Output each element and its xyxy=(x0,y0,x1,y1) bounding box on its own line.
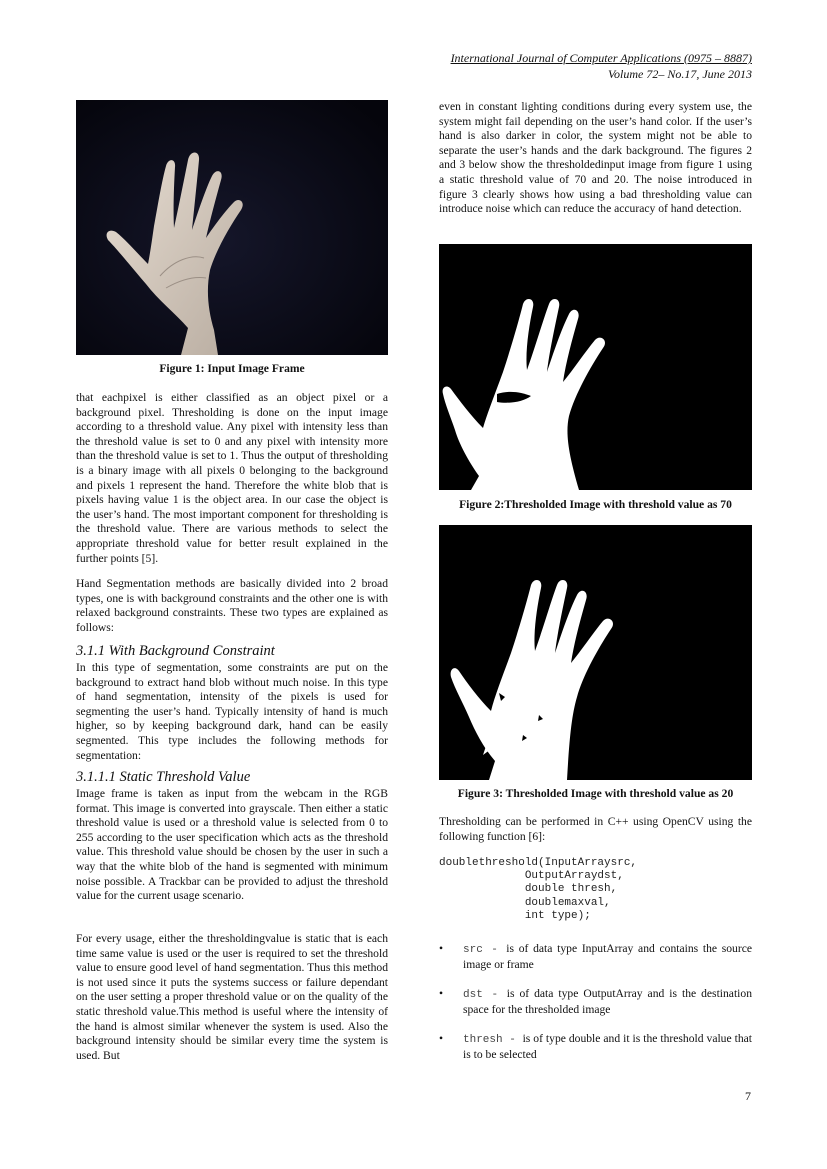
bullet-src xyxy=(439,942,752,972)
right-paragraph-1: even in constant lighting conditions during every system use, the system might fail depending on the user’s hand color. If the user’s hand is also darker in color, the system might not be able to separate the user’s hands and the dark background. The figures 2 and 3 below show the thresholdedinput image from figure 1 using a static threshold value of 70 and 20. The noise introduced in figure 3 clearly shows how using a bad thresholding value can introduce noise which can reduce the accuracy of hand detection. xyxy=(439,100,752,216)
bullet-term: thresh - xyxy=(463,1034,523,1046)
section-heading-3-1-1-1: 3.1.1.1 Static Threshold Value xyxy=(76,769,251,785)
bullet-thresh xyxy=(439,1032,752,1062)
bullet-term: dst - xyxy=(463,989,507,1001)
bullet-text: is of data type InputArray and contains the source image or frame xyxy=(463,942,753,971)
volume-info: Volume 72– No.17, June 2013 xyxy=(608,67,752,81)
figure-1-caption: Figure 1: Input Image Frame xyxy=(159,362,305,375)
left-paragraph-2: Hand Segmentation methods are basically divided into 2 broad types, one is with background constraints and the other one is with relaxed background constraints. These two types are explained as follows: xyxy=(76,577,388,634)
page-number: 7 xyxy=(745,1089,751,1103)
left-paragraph-3: In this type of segmentation, some constraints are put on the background to extract hand blob without much noise. In this type of hand segmentation, intensity of the pixels is used for segmenting the user’s hand. Typically intensity of hand is much higher, so by keeping background dark, hand can be easily segmented. This type includes the following methods for segmentation: xyxy=(76,661,388,762)
bullet-text: is of type double and it is the threshold value that is to be selected xyxy=(463,1032,752,1061)
left-paragraph-5: For every usage, either the thresholdingvalue is static that is each time same value is used or the user is required to set the threshold value to ensure good level of hand segmentation. Thus this method is not used since it puts the systems success or failure dependant on the user setting a proper threshold value or on the quality of the static threshold value.This method is useful where the intensity of the hand is almost similar whenever the system is used. Also the background intensity should be similar every time the system is used. But xyxy=(76,932,388,1062)
section-heading-3-1-1: 3.1.1 With Background Constraint xyxy=(76,643,275,659)
bullet-term: src - xyxy=(463,944,507,956)
bullet-text: is of data type OutputArray and is the destination space for the thresholded image xyxy=(463,987,752,1016)
code-snippet: doublethreshold(InputArraysrc, OutputArraydst, double thresh, doublemaxval, int type); xyxy=(439,857,638,922)
left-paragraph-1: that eachpixel is either classified as an object pixel or a background pixel. Thresholding is done on the input image according to a threshold value. Any pixel with intensity less than the threshold value is set to 0 and any pixel with intensity more than the threshold value is set to 1. Thus the output of thresholding is a binary image with all pixels 0 belonging to the background and pixels 1 represent the hand. Therefore the white blob that is pixels having value 1 is the object area. In our case the object is the user’s hand. The most important component for thresholding is the threshold value. There are various methods to select the appropriate threshold value for better result explained in the further points [5]. xyxy=(76,391,388,565)
figure-1-image xyxy=(76,100,388,355)
left-paragraph-4: Image frame is taken as input from the webcam in the RGB format. This image is converted into grayscale. Then either a static threshold value is used or a threshold value is selected from 0 to 255 according to the user specification which acts as the threshold value. This threshold value should be chosen by the user in such a way that the white blob of the hand is segmented with minimum noise possible. A Trackbar can be provided to adjust the threshold value for the current usage scenario. xyxy=(76,787,388,903)
figure-3-image xyxy=(439,525,752,780)
journal-title: International Journal of Computer Applications (0975 – 8887) xyxy=(450,51,752,65)
bullet-dst xyxy=(439,987,752,1017)
right-paragraph-2: Thresholding can be performed in C++ using OpenCV using the following function [6]: xyxy=(439,815,752,843)
figure-2-caption: Figure 2:Thresholded Image with threshold value as 70 xyxy=(459,498,732,511)
figure-3-caption: Figure 3: Thresholded Image with threshold value as 20 xyxy=(457,787,734,800)
bullet-dot-icon: • xyxy=(439,942,444,955)
figure-2-image xyxy=(439,244,752,490)
bullet-dot-icon: • xyxy=(439,987,444,1000)
bullet-dot-icon: • xyxy=(439,1032,444,1045)
